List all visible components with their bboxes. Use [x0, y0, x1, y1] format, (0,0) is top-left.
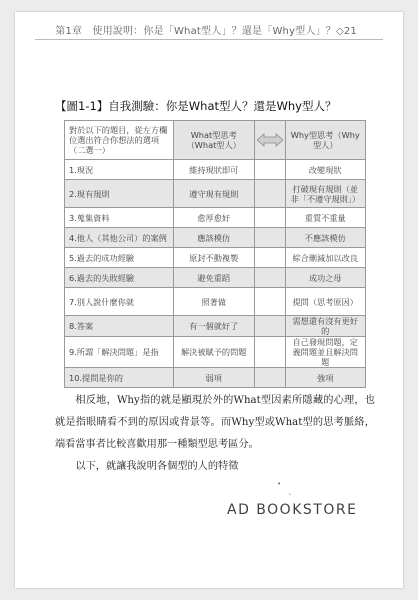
why-answer-cell: 自己發現問題，定義問題並且解決問題 [285, 337, 366, 368]
watermark-store-name: AD BOOKSTORE [227, 502, 358, 518]
paragraph: 以下，就讓我說明各個型的人的特徵 [75, 461, 239, 472]
what-answer-cell: 有一個就好了 [174, 316, 255, 337]
body-text [55, 390, 375, 478]
spacer-cell [254, 248, 285, 268]
table-row [65, 180, 366, 208]
table-row [65, 160, 366, 180]
why-answer-cell: 提問（思考原因） [285, 288, 366, 316]
page-header [15, 12, 403, 48]
spacer-cell [254, 337, 285, 368]
spacer-cell [254, 160, 285, 180]
question-cell: 10.提問是你的 [65, 368, 174, 388]
why-column-header: Why型思考（Why型人） [285, 121, 366, 160]
table-row [65, 268, 366, 288]
what-answer-cell: 愈厚愈好 [174, 208, 255, 228]
spacer-cell [254, 316, 285, 337]
spacer-cell [254, 180, 285, 208]
what-answer-cell: 弱項 [174, 368, 255, 388]
question-cell: 5.過去的成功經驗 [65, 248, 174, 268]
question-cell: 9.所謂「解決問題」是指 [65, 337, 174, 368]
instruction-cell: 對於以下的題目，從左方欄位選出符合你想法的選項（二選一） [65, 121, 174, 160]
table-row [65, 368, 366, 388]
quiz-table [64, 120, 366, 388]
header-rule [35, 39, 383, 40]
book-page [15, 12, 403, 588]
table-row [65, 228, 366, 248]
question-cell: 1.現況 [65, 160, 174, 180]
spacer-cell [254, 208, 285, 228]
table-row [65, 208, 366, 228]
double-arrow-icon [254, 121, 285, 160]
table-row [65, 288, 366, 316]
table-row [65, 337, 366, 368]
spacer-cell [254, 228, 285, 248]
why-answer-cell: 打破現有規則（並非「不遵守規則」） [285, 180, 366, 208]
why-answer-cell: 不應該模仿 [285, 228, 366, 248]
why-answer-cell: 改變現狀 [285, 160, 366, 180]
what-answer-cell: 遵守現有規則 [174, 180, 255, 208]
what-column-header: What型思考（What型人） [174, 121, 255, 160]
question-cell: 6.過去的失敗經驗 [65, 268, 174, 288]
why-answer-cell: 需想還有沒有更好的 [285, 316, 366, 337]
why-answer-cell: 強項 [285, 368, 366, 388]
what-answer-cell: 維持現狀即可 [174, 160, 255, 180]
spacer-cell [254, 268, 285, 288]
spacer-cell [254, 368, 285, 388]
watermark-logo: 讀本視點 [235, 473, 360, 506]
what-answer-cell: 解決被賦予的問題 [174, 337, 255, 368]
question-cell: 8.答案 [65, 316, 174, 337]
why-answer-cell: 成功之母 [285, 268, 366, 288]
table-row [65, 248, 366, 268]
paragraph: 相反地，Why指的就是顯現於外的What型因素所隱藏的心理，也就是指眼睛看不到的原因或背景等。而Why型或What型的思考脈絡，端看當事者比較喜歡用那一種類型思考區分。 [55, 395, 375, 450]
what-answer-cell: 應該模仿 [174, 228, 255, 248]
what-answer-cell: 照著做 [174, 288, 255, 316]
running-head: 第1章 使用說明：你是「What型人」？還是「Why型人」？◇21 [55, 26, 357, 37]
why-answer-cell: 綜合刪減加以改良 [285, 248, 366, 268]
question-cell: 3.蒐集資料 [65, 208, 174, 228]
question-cell: 4.他人（其他公司）的案例 [65, 228, 174, 248]
figure-title: 【圖1-1】自我測驗：你是What型人？還是Why型人？ [55, 99, 337, 113]
table-row [65, 316, 366, 337]
why-answer-cell: 重質不重量 [285, 208, 366, 228]
question-cell: 7.別人說什麼你就 [65, 288, 174, 316]
what-answer-cell: 避免重蹈 [174, 268, 255, 288]
what-answer-cell: 原封不動複製 [174, 248, 255, 268]
bookstore-watermark [191, 468, 391, 526]
question-cell: 2.現有規則 [65, 180, 174, 208]
table-header-row [65, 121, 366, 160]
spacer-cell [254, 288, 285, 316]
